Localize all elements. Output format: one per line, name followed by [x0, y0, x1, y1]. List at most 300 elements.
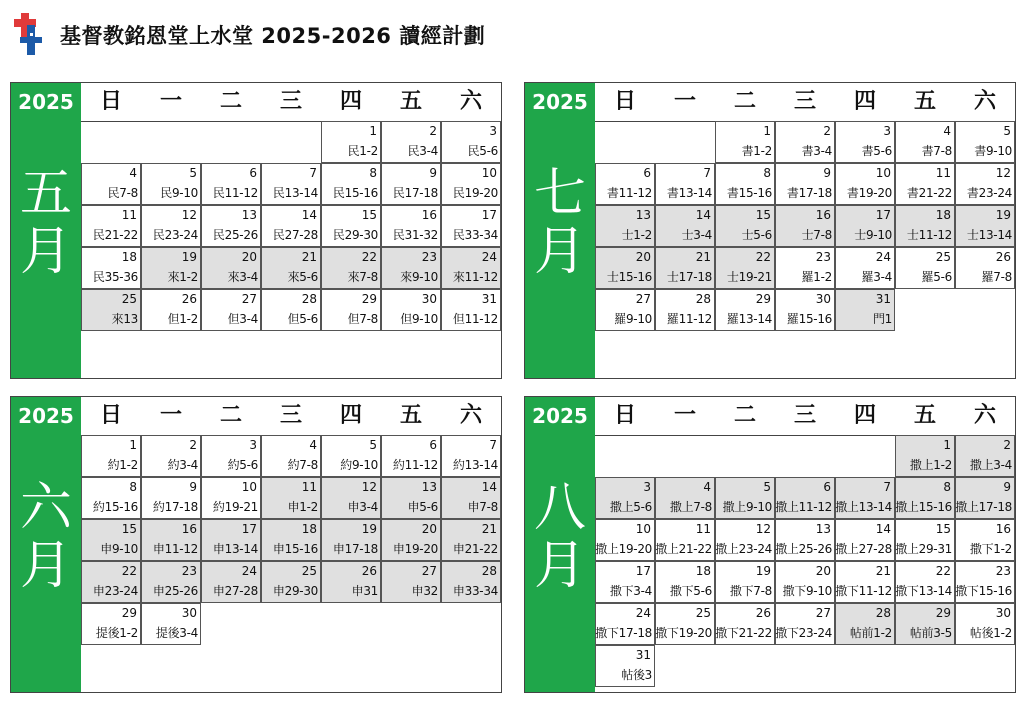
- day-cell: [381, 435, 441, 477]
- reading-label: 羅5-6: [921, 270, 952, 284]
- weekday-header: 日: [613, 403, 636, 428]
- reading-label: 來9-10: [400, 270, 438, 284]
- day-number: 16: [995, 522, 1011, 536]
- reading-label: 撒下3-4: [609, 584, 652, 598]
- day-number: 29: [121, 606, 137, 620]
- day-number: 6: [823, 480, 831, 494]
- day-number: 16: [815, 208, 831, 222]
- day-cell: [141, 603, 201, 645]
- day-cell: [321, 247, 381, 289]
- weekday-header: 六: [459, 89, 482, 114]
- day-cell: [595, 645, 655, 687]
- day-cell: [261, 435, 321, 477]
- reading-label: 士9-10: [854, 228, 892, 242]
- day-cell: [201, 519, 261, 561]
- day-cell: [715, 477, 775, 519]
- day-number: 10: [875, 166, 891, 180]
- reading-label: 羅11-12: [666, 312, 712, 326]
- reading-label: 撒下5-6: [669, 584, 712, 598]
- reading-label: 撒上13-14: [835, 500, 892, 514]
- day-cell: [261, 289, 321, 331]
- reading-label: 撒上23-24: [715, 542, 772, 556]
- day-cell: [441, 163, 501, 205]
- day-number: 20: [635, 250, 651, 264]
- day-number: 5: [369, 438, 377, 452]
- day-cell: [835, 205, 895, 247]
- day-number: 15: [935, 522, 951, 536]
- day-number: 18: [695, 564, 711, 578]
- day-cell: [201, 247, 261, 289]
- reading-label: 民7-8: [107, 186, 138, 200]
- reading-label: 帖後1-2: [969, 626, 1012, 640]
- day-cell: [141, 163, 201, 205]
- day-cell: [775, 121, 835, 163]
- day-number: 2: [429, 124, 437, 138]
- day-cell: [715, 561, 775, 603]
- day-cell: [715, 163, 775, 205]
- day-number: 10: [635, 522, 651, 536]
- reading-label: 來7-8: [347, 270, 378, 284]
- day-number: 17: [875, 208, 891, 222]
- day-cell: [655, 163, 715, 205]
- day-cell: [321, 289, 381, 331]
- day-number: 11: [121, 208, 137, 222]
- day-number: 3: [489, 124, 497, 138]
- reading-label: 提後1-2: [95, 626, 138, 640]
- reading-label: 撒下19-20: [655, 626, 712, 640]
- day-cell: [955, 435, 1015, 477]
- day-number: 14: [301, 208, 317, 222]
- day-number: 17: [635, 564, 651, 578]
- day-cell: [381, 561, 441, 603]
- calendar-july: [524, 82, 1016, 379]
- weekday-header: 五: [399, 89, 422, 114]
- day-cell: [895, 205, 955, 247]
- day-cell: [595, 477, 655, 519]
- day-number: 13: [815, 522, 831, 536]
- reading-label: 撒上11-12: [775, 500, 832, 514]
- reading-label: 士13-14: [966, 228, 1012, 242]
- page-title: 基督教銘恩堂上水堂 2025-2026 讀經計劃: [60, 24, 486, 48]
- day-cell: [321, 205, 381, 247]
- day-cell: [441, 205, 501, 247]
- weekday-header: 四: [339, 403, 362, 428]
- day-number: 15: [755, 208, 771, 222]
- reading-label: 民11-12: [212, 186, 258, 200]
- day-number: 23: [995, 564, 1011, 578]
- reading-label: 來11-12: [452, 270, 498, 284]
- reading-label: 約1-2: [107, 458, 138, 472]
- day-number: 19: [995, 208, 1011, 222]
- day-cell: [81, 477, 141, 519]
- day-cell: [775, 289, 835, 331]
- day-cell: [955, 205, 1015, 247]
- day-number: 24: [875, 250, 891, 264]
- day-cell: [201, 435, 261, 477]
- weekday-header: 五: [913, 89, 936, 114]
- day-cell: [595, 163, 655, 205]
- reading-label: 撒下1-2: [969, 542, 1012, 556]
- day-number: 25: [695, 606, 711, 620]
- day-number: 2: [823, 124, 831, 138]
- reading-label: 撒下23-24: [775, 626, 832, 640]
- reading-label: 撒上25-26: [775, 542, 832, 556]
- day-number: 4: [309, 438, 317, 452]
- day-number: 26: [361, 564, 377, 578]
- reading-label: 士1-2: [621, 228, 652, 242]
- reading-label: 帖後3: [621, 668, 652, 682]
- day-cell: [655, 519, 715, 561]
- reading-label: 約7-8: [287, 458, 318, 472]
- weekday-header: 二: [219, 89, 242, 114]
- reading-label: 民27-28: [272, 228, 318, 242]
- reading-label: 撒下21-22: [715, 626, 772, 640]
- reading-label: 書23-24: [966, 186, 1012, 200]
- reading-label: 申1-2: [287, 500, 318, 514]
- day-cell: [441, 247, 501, 289]
- day-cell: [381, 289, 441, 331]
- day-cell: [715, 519, 775, 561]
- day-number: 25: [301, 564, 317, 578]
- reading-label: 民33-34: [452, 228, 498, 242]
- day-number: 17: [481, 208, 497, 222]
- weekday-header: 一: [673, 89, 696, 114]
- reading-label: 申25-26: [152, 584, 198, 598]
- day-number: 14: [875, 522, 891, 536]
- reading-label: 士17-18: [666, 270, 712, 284]
- reading-label: 書9-10: [974, 144, 1012, 158]
- day-number: 22: [755, 250, 771, 264]
- reading-label: 撒上15-16: [895, 500, 952, 514]
- reading-label: 民23-24: [152, 228, 198, 242]
- day-cell: [895, 247, 955, 289]
- calendar-august: [524, 396, 1016, 693]
- day-cell: [835, 247, 895, 289]
- day-number: 31: [481, 292, 497, 306]
- day-number: 2: [1003, 438, 1011, 452]
- weekday-header: 二: [219, 403, 242, 428]
- reading-label: 撒上27-28: [835, 542, 892, 556]
- weekday-header: 日: [613, 89, 636, 114]
- calendar-may: [10, 82, 502, 379]
- weekday-header: 一: [159, 89, 182, 114]
- day-number: 8: [369, 166, 377, 180]
- month-label-char: 五: [19, 164, 72, 224]
- reading-label: 但11-12: [452, 312, 498, 326]
- day-number: 1: [129, 438, 137, 452]
- day-cell: [715, 205, 775, 247]
- day-number: 8: [943, 480, 951, 494]
- day-cell: [895, 163, 955, 205]
- reading-label: 士19-21: [726, 270, 772, 284]
- day-number: 21: [301, 250, 317, 264]
- day-cell: [261, 561, 321, 603]
- reading-label: 民31-32: [392, 228, 438, 242]
- day-number: 4: [703, 480, 711, 494]
- day-number: 1: [369, 124, 377, 138]
- day-number: 23: [181, 564, 197, 578]
- day-number: 25: [935, 250, 951, 264]
- day-number: 1: [943, 438, 951, 452]
- reading-label: 申21-22: [452, 542, 498, 556]
- reading-label: 約3-4: [167, 458, 198, 472]
- reading-label: 民5-6: [467, 144, 498, 158]
- day-cell: [441, 561, 501, 603]
- reading-label: 民21-22: [92, 228, 138, 242]
- day-number: 9: [1003, 480, 1011, 494]
- day-cell: [655, 477, 715, 519]
- day-cell: [955, 519, 1015, 561]
- day-number: 6: [429, 438, 437, 452]
- day-cell: [595, 519, 655, 561]
- reading-label: 撒上29-31: [895, 542, 952, 556]
- reading-label: 撒下7-8: [729, 584, 772, 598]
- day-number: 29: [935, 606, 951, 620]
- day-number: 27: [635, 292, 651, 306]
- day-cell: [81, 289, 141, 331]
- day-cell: [595, 603, 655, 645]
- day-number: 13: [241, 208, 257, 222]
- day-cell: [895, 477, 955, 519]
- reading-label: 民25-26: [212, 228, 258, 242]
- day-number: 10: [241, 480, 257, 494]
- day-number: 24: [241, 564, 257, 578]
- day-cell: [81, 435, 141, 477]
- reading-label: 書1-2: [741, 144, 772, 158]
- day-number: 20: [241, 250, 257, 264]
- reading-label: 約9-10: [340, 458, 378, 472]
- day-cell: [381, 477, 441, 519]
- cross-logo-icon: [12, 11, 52, 59]
- day-cell: [775, 247, 835, 289]
- weekday-header: 四: [853, 89, 876, 114]
- day-cell: [441, 519, 501, 561]
- reading-label: 申31: [351, 584, 378, 598]
- day-number: 27: [241, 292, 257, 306]
- reading-label: 書13-14: [666, 186, 712, 200]
- day-cell: [895, 561, 955, 603]
- reading-label: 撒上3-4: [969, 458, 1012, 472]
- day-cell: [955, 163, 1015, 205]
- month-label: [11, 165, 81, 281]
- reading-label: 撒上21-22: [655, 542, 712, 556]
- day-number: 12: [361, 480, 377, 494]
- weekday-header: 六: [973, 89, 996, 114]
- reading-label: 申29-30: [272, 584, 318, 598]
- day-number: 26: [995, 250, 1011, 264]
- day-cell: [141, 477, 201, 519]
- day-cell: [321, 561, 381, 603]
- day-cell: [201, 163, 261, 205]
- year-label: 2025: [18, 90, 74, 114]
- reading-label: 羅13-14: [726, 312, 772, 326]
- day-number: 8: [763, 166, 771, 180]
- day-cell: [381, 205, 441, 247]
- month-label: [11, 479, 81, 595]
- day-cell: [261, 163, 321, 205]
- day-number: 3: [249, 438, 257, 452]
- reading-label: 羅7-8: [981, 270, 1012, 284]
- reading-label: 撒上17-18: [955, 500, 1012, 514]
- day-number: 29: [755, 292, 771, 306]
- day-number: 8: [129, 480, 137, 494]
- day-cell: [81, 247, 141, 289]
- day-number: 7: [309, 166, 317, 180]
- day-number: 17: [241, 522, 257, 536]
- day-number: 7: [883, 480, 891, 494]
- day-number: 26: [181, 292, 197, 306]
- reading-label: 士7-8: [801, 228, 832, 242]
- day-number: 4: [129, 166, 137, 180]
- day-number: 28: [875, 606, 891, 620]
- reading-label: 羅1-2: [801, 270, 832, 284]
- day-number: 28: [301, 292, 317, 306]
- reading-label: 書17-18: [786, 186, 832, 200]
- reading-label: 申27-28: [212, 584, 258, 598]
- day-cell: [261, 205, 321, 247]
- reading-label: 撒下13-14: [895, 584, 952, 598]
- reading-label: 帖前1-2: [849, 626, 892, 640]
- day-number: 18: [935, 208, 951, 222]
- year-label: 2025: [532, 404, 588, 428]
- day-number: 31: [875, 292, 891, 306]
- month-label-char: 八: [533, 478, 586, 538]
- day-cell: [775, 163, 835, 205]
- day-number: 3: [883, 124, 891, 138]
- day-cell: [775, 477, 835, 519]
- month-label: [525, 479, 595, 595]
- day-cell: [895, 121, 955, 163]
- day-number: 6: [249, 166, 257, 180]
- day-cell: [141, 247, 201, 289]
- day-number: 20: [815, 564, 831, 578]
- day-cell: [835, 603, 895, 645]
- day-cell: [81, 603, 141, 645]
- day-cell: [261, 519, 321, 561]
- reading-label: 士15-16: [606, 270, 652, 284]
- reading-label: 士11-12: [906, 228, 952, 242]
- day-cell: [595, 247, 655, 289]
- day-number: 30: [815, 292, 831, 306]
- weekday-header: 二: [733, 403, 756, 428]
- day-cell: [655, 561, 715, 603]
- day-cell: [595, 205, 655, 247]
- day-number: 11: [695, 522, 711, 536]
- day-cell: [775, 561, 835, 603]
- reading-label: 書11-12: [606, 186, 652, 200]
- reading-label: 撒下15-16: [955, 584, 1012, 598]
- day-number: 15: [121, 522, 137, 536]
- day-cell: [955, 561, 1015, 603]
- day-cell: [955, 477, 1015, 519]
- day-number: 24: [635, 606, 651, 620]
- day-cell: [201, 477, 261, 519]
- day-cell: [715, 289, 775, 331]
- reading-label: 約11-12: [392, 458, 438, 472]
- reading-label: 書7-8: [921, 144, 952, 158]
- day-number: 27: [815, 606, 831, 620]
- day-cell: [141, 205, 201, 247]
- month-label: [525, 165, 595, 281]
- day-number: 19: [181, 250, 197, 264]
- day-cell: [201, 205, 261, 247]
- reading-label: 書19-20: [846, 186, 892, 200]
- reading-label: 申11-12: [152, 542, 198, 556]
- day-number: 16: [181, 522, 197, 536]
- weekday-header: 一: [159, 403, 182, 428]
- reading-label: 民19-20: [452, 186, 498, 200]
- year-label: 2025: [18, 404, 74, 428]
- reading-label: 門1: [872, 312, 892, 326]
- day-number: 12: [755, 522, 771, 536]
- reading-label: 民9-10: [160, 186, 198, 200]
- day-number: 13: [635, 208, 651, 222]
- day-number: 22: [361, 250, 377, 264]
- weekday-header: 六: [973, 403, 996, 428]
- reading-label: 申3-4: [347, 500, 378, 514]
- day-cell: [261, 477, 321, 519]
- day-cell: [775, 603, 835, 645]
- day-cell: [261, 247, 321, 289]
- day-cell: [441, 435, 501, 477]
- day-number: 28: [695, 292, 711, 306]
- day-number: 28: [481, 564, 497, 578]
- day-number: 14: [481, 480, 497, 494]
- day-number: 22: [121, 564, 137, 578]
- day-cell: [441, 121, 501, 163]
- day-cell: [715, 603, 775, 645]
- reading-label: 申23-24: [92, 584, 138, 598]
- reading-label: 約19-21: [212, 500, 258, 514]
- reading-label: 撒下11-12: [835, 584, 892, 598]
- weekday-header: 二: [733, 89, 756, 114]
- reading-label: 申7-8: [467, 500, 498, 514]
- weekday-header: 五: [913, 403, 936, 428]
- day-number: 9: [429, 166, 437, 180]
- day-number: 5: [189, 166, 197, 180]
- day-number: 21: [481, 522, 497, 536]
- reading-label: 來1-2: [167, 270, 198, 284]
- reading-label: 但7-8: [347, 312, 378, 326]
- day-number: 18: [301, 522, 317, 536]
- reading-label: 士3-4: [681, 228, 712, 242]
- day-number: 24: [481, 250, 497, 264]
- day-cell: [381, 519, 441, 561]
- month-label-char: 月: [19, 222, 72, 282]
- reading-label: 帖前3-5: [909, 626, 952, 640]
- day-cell: [321, 121, 381, 163]
- day-number: 25: [121, 292, 137, 306]
- reading-label: 撒上19-20: [595, 542, 652, 556]
- reading-label: 約13-14: [452, 458, 498, 472]
- day-number: 6: [643, 166, 651, 180]
- day-cell: [895, 435, 955, 477]
- reading-label: 來13: [111, 312, 138, 326]
- day-number: 15: [361, 208, 377, 222]
- day-cell: [381, 163, 441, 205]
- weekday-header: 三: [279, 89, 302, 114]
- reading-label: 書15-16: [726, 186, 772, 200]
- weekday-header: 六: [459, 403, 482, 428]
- reading-label: 提後3-4: [155, 626, 198, 640]
- day-number: 11: [301, 480, 317, 494]
- page-header: [12, 10, 485, 60]
- day-cell: [715, 121, 775, 163]
- day-cell: [321, 477, 381, 519]
- day-cell: [381, 247, 441, 289]
- day-number: 22: [935, 564, 951, 578]
- day-cell: [775, 519, 835, 561]
